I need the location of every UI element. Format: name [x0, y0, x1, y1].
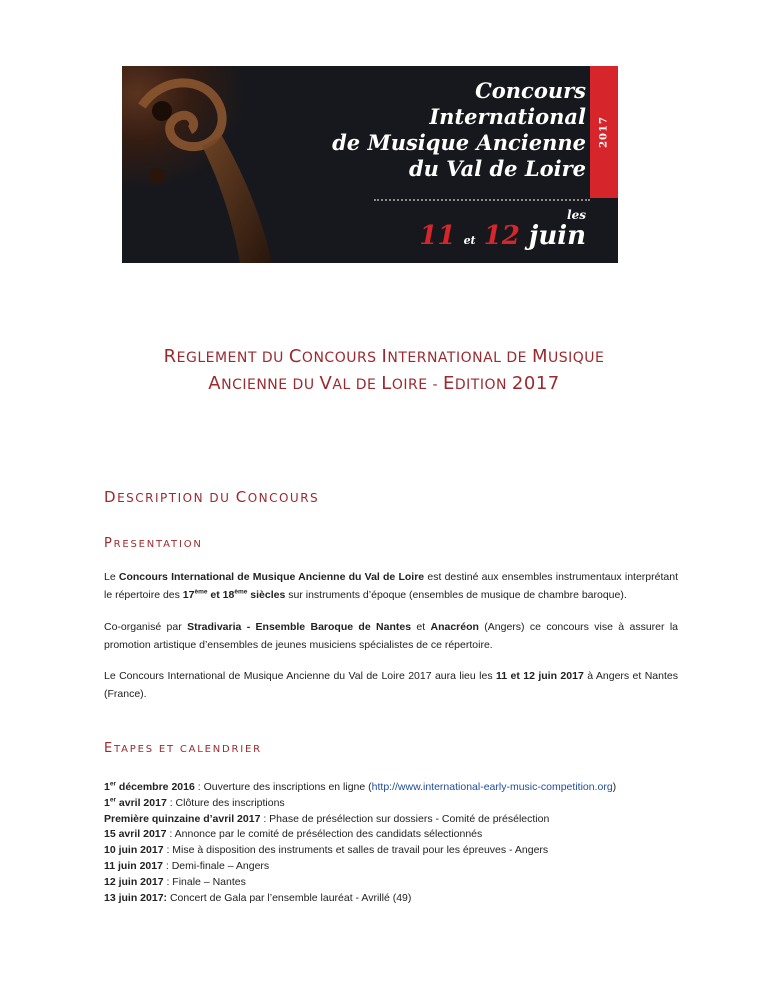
title-part: ONCOURS	[301, 350, 382, 366]
title-part: EGLEMENT DU	[176, 350, 289, 366]
text: et	[411, 621, 431, 633]
heading-description	[104, 488, 319, 506]
calendar-item	[104, 796, 616, 812]
calendar-date: 10 juin 2017	[104, 844, 164, 857]
banner-dates	[419, 221, 586, 251]
text-bold: Anacréon	[430, 621, 479, 633]
text: Co-organisé par	[104, 621, 188, 633]
heading-part: E	[104, 741, 115, 756]
calendar-date: 1	[104, 781, 110, 793]
calendar-item	[104, 875, 616, 891]
title-part: R	[163, 346, 177, 367]
heading-part: RESENTATION	[113, 539, 203, 550]
superscript: ème	[194, 588, 208, 596]
title-part: NCIENNE DU	[221, 377, 320, 393]
text-bold: 17	[182, 589, 195, 601]
calendar-date: 15 avril 2017	[104, 828, 167, 841]
banner-line-3: de Musique Ancienne	[332, 130, 586, 155]
calendar-text: : Phase de présélection sur dossiers - Comité de présélection	[260, 812, 550, 825]
heading-part: ONCOURS	[247, 491, 320, 505]
title-part: A	[208, 373, 222, 394]
date-et: et	[463, 234, 476, 247]
text: Le	[104, 571, 119, 583]
text: sur instruments d’époque (ensembles de musique de chambre baroque).	[285, 589, 627, 601]
title-part: AL DE	[332, 377, 382, 393]
heading-part: D	[104, 488, 118, 506]
heading-etapes	[104, 741, 262, 756]
banner-line-4: du Val de Loire	[408, 156, 586, 181]
calendar-item	[104, 891, 616, 907]
calendar-text: : Clôture des inscriptions	[166, 796, 285, 809]
dotted-divider	[374, 199, 590, 201]
date-day-1: 11	[419, 221, 456, 251]
heading-presentation	[104, 536, 203, 551]
calendar-text: : Demi-finale – Angers	[162, 859, 270, 872]
calendar-date: 13 juin 2017:	[104, 891, 168, 904]
calendar-text: : Mise à disposition des instruments et salles de travail pour les épreuves - Angers	[163, 844, 549, 857]
document-title-line-1	[60, 346, 708, 367]
superscript: er	[109, 796, 116, 804]
title-part: DITION	[454, 377, 512, 393]
banner-year: 2017	[598, 116, 610, 148]
banner-line-2: International	[429, 104, 586, 129]
calendar-text: )	[612, 781, 617, 793]
paragraph-organizers	[104, 618, 678, 654]
text: est destiné aux ensembles instrumentaux interprétant le répertoire des	[104, 571, 678, 601]
banner-line-1: Concours	[475, 78, 586, 103]
title-part: USIQUE	[548, 350, 605, 366]
calendar-date: 1	[104, 796, 110, 809]
heading-part: P	[104, 536, 114, 551]
text-bold: 11 et 12 juin 2017	[496, 670, 584, 682]
calendar-item	[104, 859, 616, 875]
date-day-2: 12	[483, 221, 520, 251]
title-part: I	[381, 346, 388, 367]
calendar-date: avril 2017	[116, 796, 167, 809]
superscript: er	[109, 780, 116, 788]
title-part: M	[531, 346, 549, 367]
text-bold: siècles	[247, 589, 286, 601]
event-banner	[122, 66, 618, 263]
title-part: V	[319, 373, 333, 394]
text-bold: et 18	[207, 589, 235, 601]
text-bold: Stradivaria	[187, 621, 242, 633]
date-month: juin	[528, 221, 586, 251]
title-part: E	[443, 373, 455, 394]
banner-les: les	[567, 208, 586, 222]
title-part: C	[288, 346, 302, 367]
calendar-list	[104, 780, 616, 906]
calendar-text: : Annonce par le comité de présélection des candidats sélectionnés	[166, 828, 483, 841]
calendar-item	[104, 812, 616, 828]
text: (Angers) ce concours vise à assurer la promotion artistique d’ensembles de jeunes musiciens spécialistes de ce répertoire.	[104, 621, 679, 651]
title-part: NTERNATIONAL DE	[387, 350, 532, 366]
calendar-date: 11 juin 2017	[104, 859, 163, 872]
calendar-date: décembre 2016	[116, 781, 195, 793]
heading-part: ESCRIPTION DU	[117, 491, 236, 505]
superscript: ème	[234, 588, 248, 596]
registration-link[interactable]: http://www.international-early-music-competition.org	[371, 781, 613, 793]
calendar-text: : Ouverture des inscriptions en ligne (	[194, 781, 372, 793]
paragraph-dates	[104, 667, 678, 703]
paragraph-intro	[104, 568, 678, 604]
text: à Angers et Nantes (France).	[104, 670, 678, 700]
calendar-text: : Finale – Nantes	[163, 875, 246, 888]
text-bold: Concours International de Musique Ancienne du Val de Loire	[118, 571, 425, 583]
title-part: L	[381, 373, 392, 394]
calendar-date: Première quinzaine d’avril 2017	[104, 812, 261, 825]
text-bold: - Ensemble Baroque de Nantes	[246, 621, 412, 633]
calendar-item	[104, 780, 616, 796]
calendar-text: Concert de Gala par l’ensemble lauréat - Avrillé (49)	[167, 891, 412, 904]
heading-part: C	[235, 488, 248, 506]
document-title-line-2	[60, 373, 708, 394]
title-part: 2017	[511, 373, 560, 394]
text: Le Concours International de Musique Ancienne du Val de Loire 2017 aura lieu les	[104, 670, 496, 682]
title-part: OIRE -	[391, 377, 443, 393]
heading-part: TAPES ET CALENDRIER	[114, 744, 262, 755]
calendar-date: 12 juin 2017	[104, 875, 164, 888]
calendar-item	[104, 827, 616, 843]
calendar-item	[104, 843, 616, 859]
